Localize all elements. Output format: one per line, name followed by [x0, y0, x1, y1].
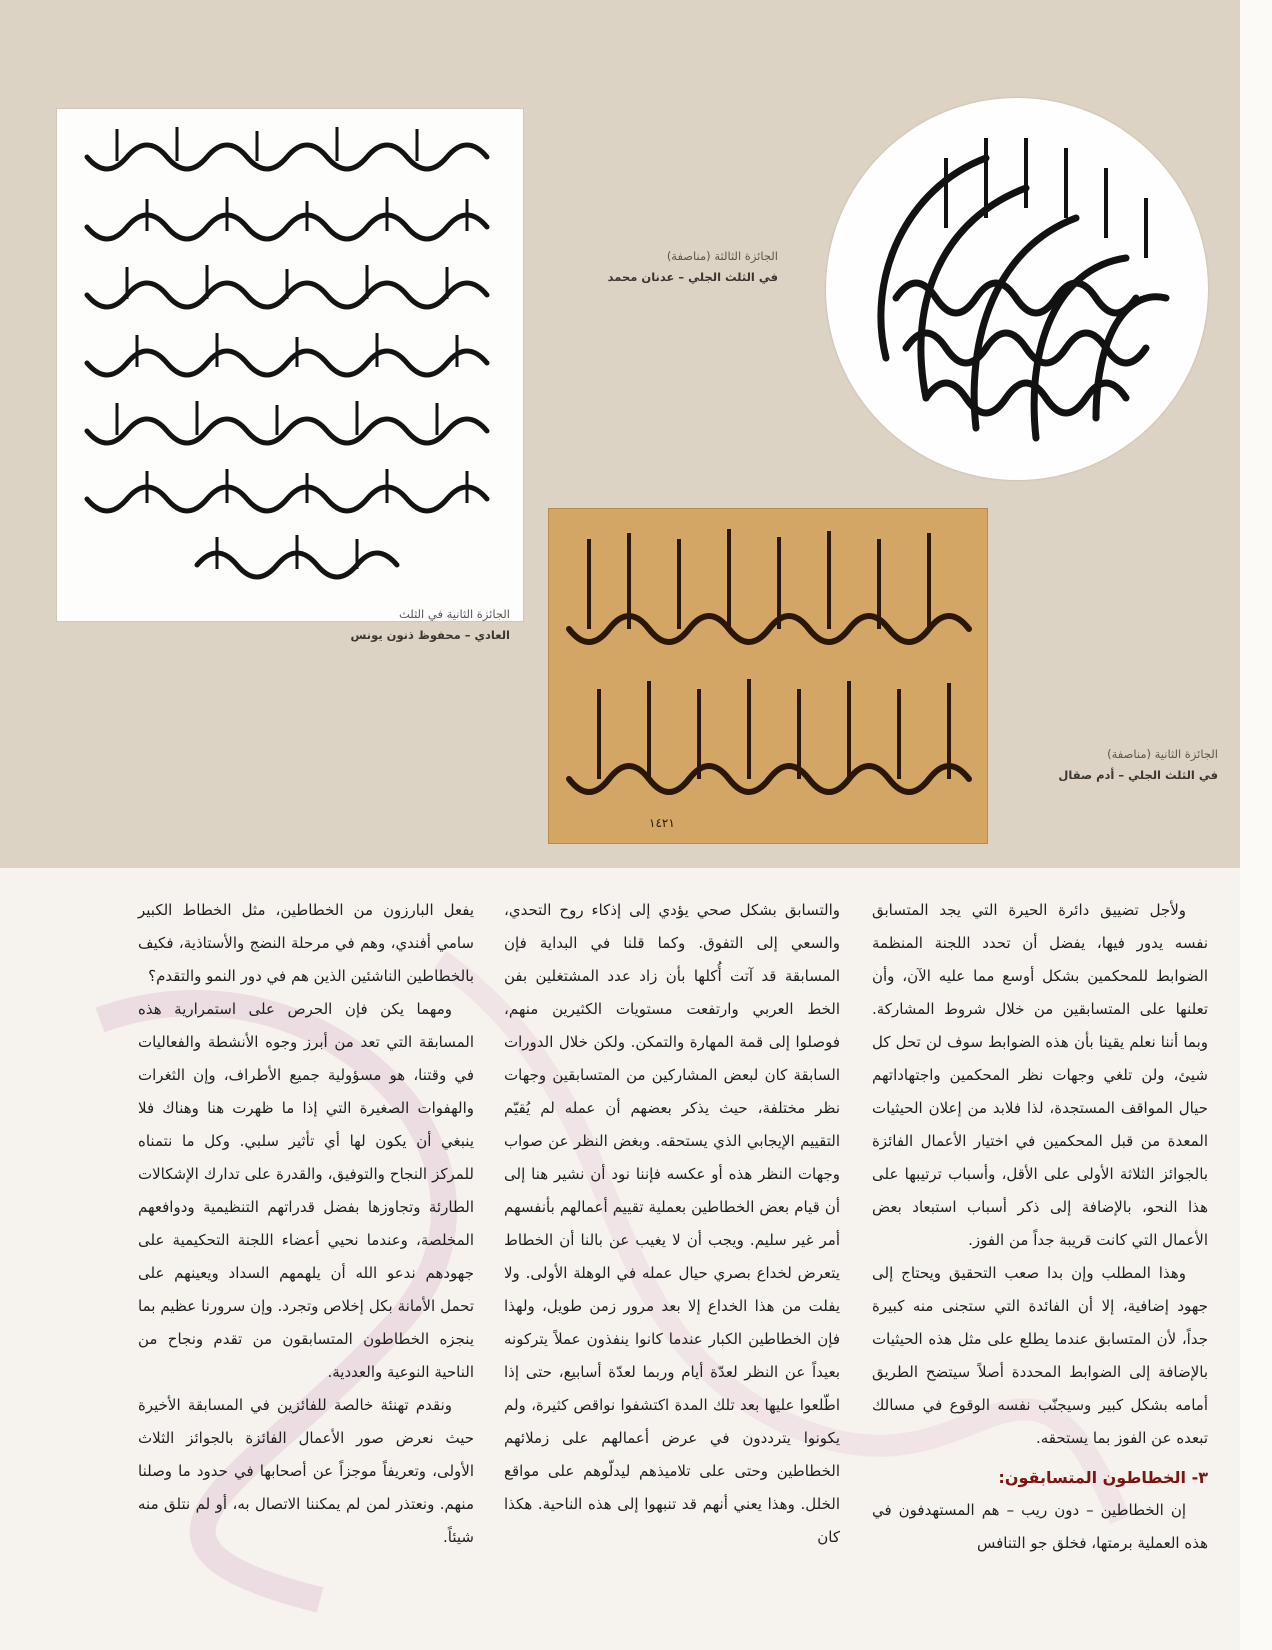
paragraph: وهذا المطلب وإن بدا صعب التحقيق ويحتاج إلى جهود إضافية، إلا أن الفائدة التي ستجنى منه كبيرة جداً، لأن المتسابق عندما يطلع على مثل هذه الحيثيات بالإضافة إلى الضوابط المحددة أصلاً سيتضح الطريق أمامه بشكل كبير وسيجنّب نفسه الوقوع في مسالك تبعده عن الفوز بما يستحقه.: [872, 1264, 1208, 1447]
paragraph: يفعل البارزون من الخطاطين، مثل الخطاط الكبير سامي أفندي، وهم في مرحلة النضج والأستاذية، فكيف بالخطاطين الناشئين الذين هم في دور النمو والتقدم؟: [138, 901, 474, 985]
paragraph: والتسابق بشكل صحي يؤدي إلى إذكاء روح التحدي، والسعي إلى التفوق. وكما قلنا في البداية فإن المسابقة قد آتت أُكلها بأن زاد عدد المشتغلين بفن الخط العربي وارتفعت مستويات الكثيرين منهم، فوصلوا إلى قمة المهارة والتمكن. ولكن خلال الدورات السابقة كان لبعض المشاركين من المتسابقين وجهات نظر مختلفة، حيث يذكر بعضهم أن عمله لم يُقيّم التقييم الإيجابي الذي يستحقه. وبغض النظر عن صواب وجهات النظر هذه أو عكسه فإننا نود أن نشير هنا إلى أن قيام بعض الخطاطين بعملية تقييم أعمالهم بأنفسهم أمر غير سليم. ويجب أن لا يغيب عن بالنا أن الخطاط يتعرض لخداع بصري حيال عمله في الوهلة الأولى. ولا يفلت من هذا الخداع إلا بعد مرور زمن طويل، ولهذا فإن الخطاطين الكبار عندما كانوا ينفذون عملاً يتركونه بعيداً عن النظر لعدّة أيام وربما لعدّة أسابيع، حتى إذا اطّلعوا عليها بعد تلك المدة اكتشفوا نواقص كثيرة، ولم يكونوا يترددون في عرض أعمالهم على زملائهم الخطاطين وحتى على تلاميذهم ليدلّوهم على مواقع الخلل. وهذا يعني أنهم قد تنبهوا إلى هذه الناحية. هكذا كان: [504, 901, 840, 1546]
calligraphy-strokes: [57, 109, 523, 621]
circle-calligraphy-strokes: [826, 98, 1208, 480]
caption-second-prize-jali-title: الجائزة الثانية (مناصفة): [1107, 747, 1218, 761]
caption-second-prize-jali-artist: في الثلث الجلي – أدم صقال: [1058, 768, 1218, 782]
paragraph: إن الخطاطين – دون ريب – هم المستهدفون في هذه العملية برمتها، فخلق جو التنافس: [872, 1501, 1208, 1552]
article-column-middle: [504, 894, 840, 1554]
calligraphy-artwork-jali-circle: [826, 98, 1208, 480]
caption-third-prize-artist: في الثلث الجلي – عدنان محمد: [607, 270, 778, 284]
calligraphy-artwork-jali-gold: [548, 508, 988, 844]
article-column-right: [872, 894, 1208, 1560]
caption-second-prize-thuluth: [300, 604, 510, 646]
paragraph: ولأجل تضييق دائرة الحيرة التي يجد المتسابق نفسه يدور فيها، يفضل أن تحدد اللجنة المنظمة الضوابط للمحكمين بشكل أوسع مما عليه الآن، وأن تعلنها على المتسابقين من خلال شروط المشاركة. وبما أننا نعلم يقينا بأن هذه الضوابط سوف لن تحل كل شيئ، ولن تلغي وجهات نظر المحكمين واجتهاداتهم حيال المواقف المستجدة، لذا فلابد من إعلان الحيثيات المعدة من قبل المحكمين في اختيار الأعمال الفائزة بالجوائز الثلاثة الأولى على الأقل، وأسباب ترتيبها على هذا النحو، بالإضافة إلى ذكر أسباب استبعاد بعض الأعمال التي كانت قريبة جداً من الفوز.: [872, 901, 1208, 1249]
caption-third-prize-title: الجائزة الثالثة (مناصفة): [666, 249, 778, 263]
paragraph: ومهما يكن فإن الحرص على استمرارية هذه المسابقة التي تعد من أبرز وجوه الأنشطة والفعاليات في وقتنا، هو مسؤولية جميع الأطراف، وإن الثغرات والهفوات الصغيرة التي إذا ما ظهرت هنا وهناك فلا ينبغي أن يكون لها أي تأثير سلبي. وكل ما نتمناه للمركز النجاح والتوفيق، والقدرة على تدارك الإشكالات الطارئة وتجاوزها بفضل قدراتهم التنظيمية ودوافعهم المخلصة، وعندما نحيي أعضاء اللجنة التحكيمية على جهودهم ندعو الله أن يلهمهم السداد ويعينهم على تحمل الأمانة بكل إخلاص وتجرد. وإن سرورنا عظيم بما ينجزه الخطاطون المتسابقون من تقدم ونجاح من الناحية النوعية والعددية.: [138, 1000, 474, 1381]
section-heading: ٣- الخطاطون المتسابقون:: [998, 1468, 1208, 1487]
page-margin: [1240, 0, 1272, 1650]
caption-second-prize-jali: [1000, 744, 1218, 786]
article-column-left: [138, 894, 474, 1554]
caption-second-prize-thuluth-artist: العادي – محفوظ ذنون يونس: [350, 628, 510, 642]
gold-calligraphy-strokes: [549, 509, 987, 843]
paragraph: ونقدم تهنئة خالصة للفائزين في المسابقة الأخيرة حيث نعرض صور الأعمال الفائزة بالجوائز الثلاث الأولى، وتعريفاً موجزاً عن أصحابها في حدود ما وصلنا منهم. ونعتذر لمن لم يمكننا الاتصال به، أو لم نتلق منه شيئاً.: [138, 1396, 474, 1546]
caption-second-prize-thuluth-title: الجائزة الثانية في الثلث: [398, 607, 510, 621]
calligraphy-artwork-thuluth: [56, 108, 524, 622]
caption-third-prize: [560, 246, 778, 288]
gold-panel-date: ١٤٢١: [649, 816, 675, 830]
